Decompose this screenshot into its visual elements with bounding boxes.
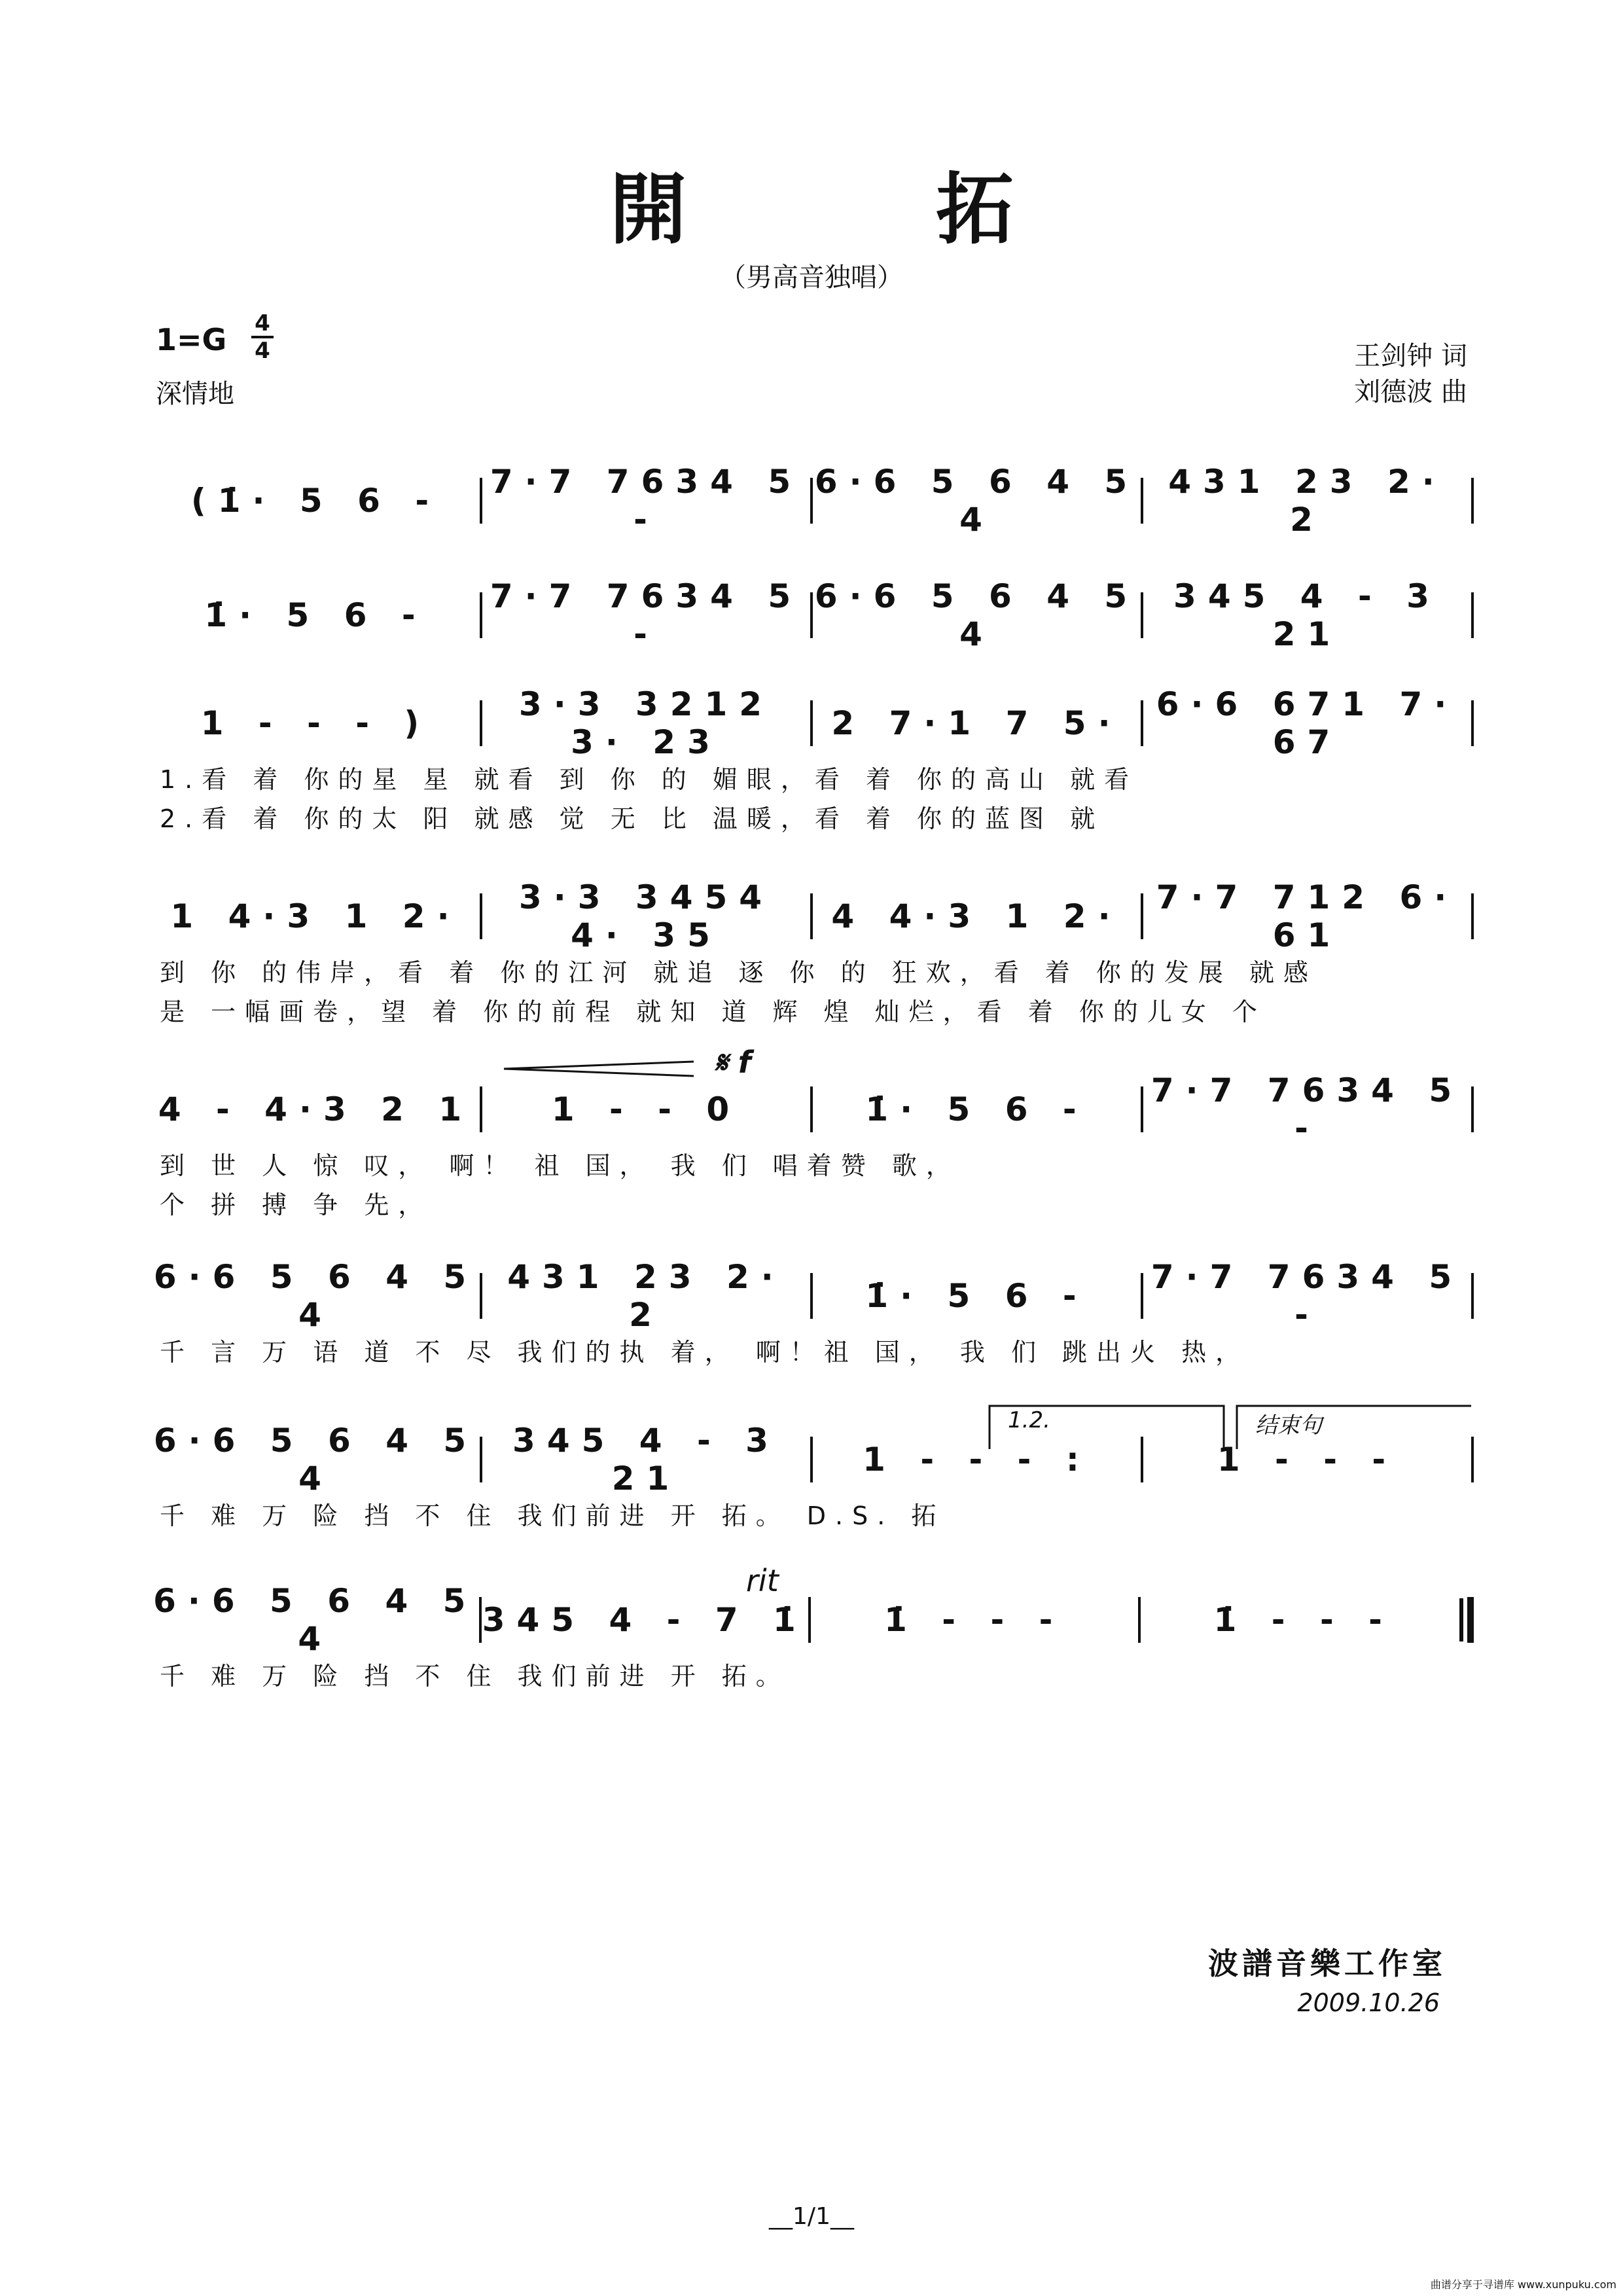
lyric-line: 千 言 万 语 道 不 尽 我们的执 着， 啊！祖 国， 我 们 跳出火 热， xyxy=(160,1338,1250,1367)
measure: 7·7 712 6· 61 xyxy=(1156,878,1459,954)
lyric-line: 到 你 的伟岸，看 着 你的江河 就追 逐 你 的 狂欢，看 着 你的发展 就感 xyxy=(160,958,1317,987)
lyric-line: 到 世 人 惊 叹， 啊！ 祖 国， 我 们 唱着赞 歌， xyxy=(160,1151,960,1180)
barline xyxy=(1471,893,1474,939)
barline xyxy=(1471,1273,1474,1319)
score-row xyxy=(152,685,1474,833)
measure-line xyxy=(152,685,1474,761)
measure: 7·7 7634 5 - xyxy=(490,577,803,653)
measure: 1̇· 5 6 - xyxy=(865,1277,1088,1315)
measure: 345 4 - 3 21 xyxy=(512,1422,780,1498)
measure: 3·3 3454 4· 35 xyxy=(518,878,774,954)
measure-line xyxy=(152,577,1474,653)
measure: 1 4·3 1 2· xyxy=(170,897,461,935)
crescendo-hairpin xyxy=(504,1059,700,1081)
score-row xyxy=(152,1582,1474,1691)
composer-credit: 刘德波 曲 xyxy=(1354,377,1467,407)
measure-line xyxy=(152,1582,1474,1658)
barline xyxy=(1467,1597,1474,1643)
barline xyxy=(1471,700,1474,746)
segno-forte-mark: 𝄋 f xyxy=(715,1045,751,1080)
studio-credit: 波譜音樂工作室 xyxy=(1208,1946,1446,1981)
measure: 431 23 2· 2 xyxy=(507,1258,785,1334)
measure: 6·6 5 6 4 5 4 xyxy=(814,463,1139,539)
volta-bracket xyxy=(988,1405,1472,1453)
measure-line xyxy=(152,878,1474,954)
measure: 431 23 2· 2 xyxy=(1168,463,1446,539)
measure: 1̇· 5 6 - xyxy=(204,596,427,634)
score-row xyxy=(152,577,1474,671)
measure: 345 4 - 7 1̇ xyxy=(482,1601,808,1639)
measure: 1 - - 0 xyxy=(551,1090,741,1128)
measure: 1̇ - - - xyxy=(884,1601,1065,1639)
measure-line xyxy=(152,1258,1474,1334)
lyric-line: 千 难 万 险 挡 不 住 我们前进 开 拓。 xyxy=(160,1662,790,1691)
measure: 1̇· 5 6 - xyxy=(865,1090,1088,1128)
score-row xyxy=(152,463,1474,556)
measure: 345 4 - 3 21 xyxy=(1173,577,1441,653)
measure: 2 7·1 7 5· xyxy=(831,704,1122,742)
time-signature-top: 4 xyxy=(255,310,270,336)
tempo-marking: 深情地 xyxy=(156,379,234,409)
ending-label: 结束句 xyxy=(1255,1412,1322,1439)
lyric-line: 1.看 着 你的星 星 就看 到 你 的 媚眼，看 着 你的高山 就看 xyxy=(160,765,1139,794)
score-row xyxy=(152,1071,1474,1219)
lyricist-credit: 王剑钟 词 xyxy=(1354,341,1467,371)
time-signature-bottom: 4 xyxy=(255,338,270,364)
measure: 1 - - - : xyxy=(863,1441,1091,1479)
measure: 6·6 5 6 4 5 4 xyxy=(153,1422,478,1498)
score-row xyxy=(152,878,1474,1026)
lyric-line: 个 拼 搏 争 先， xyxy=(160,1191,433,1219)
barline xyxy=(1471,1086,1474,1132)
measure: 3·3 3212 3· 23 xyxy=(518,685,774,761)
lyric-line: 千 难 万 险 挡 不 住 我们前进 开 拓。 D.S. 拓 xyxy=(160,1501,946,1530)
measure: 1̇ - - - xyxy=(1213,1601,1394,1639)
date-stamp: 2009.10.26 xyxy=(1297,1988,1440,2017)
measure: 7·7 7634 5 - xyxy=(1150,1258,1464,1334)
score-row xyxy=(152,1258,1474,1367)
measure: 7·7 7634 5 - xyxy=(1150,1071,1464,1147)
measure: 4 4·3 1 2· xyxy=(831,897,1122,935)
measure: 6·6 5 6 4 5 4 xyxy=(814,577,1139,653)
lyric-line: 2.看 着 你的太 阳 就感 觉 无 比 温暖，看 着 你的蓝图 就 xyxy=(160,804,1105,833)
barline xyxy=(1471,592,1474,638)
subtitle: （男高音独唱） xyxy=(720,262,903,293)
measure: (1̇· 5 6 - xyxy=(190,482,441,520)
measure: 6·6 671 7· 67 xyxy=(1156,685,1459,761)
measure: 4 - 4·3 2 1 xyxy=(158,1090,474,1128)
key-signature: 1=G xyxy=(156,322,227,357)
measure-line xyxy=(152,1071,1474,1147)
ritardando-mark: rit xyxy=(746,1563,779,1598)
measure: 6·6 5 6 4 5 4 xyxy=(153,1258,478,1334)
measure-line xyxy=(152,463,1474,539)
page-number: __1/1__ xyxy=(769,2203,854,2230)
volta-label: 1.2. xyxy=(1008,1407,1050,1433)
lyric-line: 是 一幅画卷，望 着 你的前程 就知 道 辉 煌 灿烂，看 着 你的儿女 个 xyxy=(160,997,1266,1026)
time-signature xyxy=(251,312,274,363)
measure: 1 - - - xyxy=(1217,1441,1398,1479)
measure: 1 - - - ) xyxy=(200,704,431,742)
barline xyxy=(1471,478,1474,524)
measure: 6·6 5 6 4 5 4 xyxy=(153,1582,478,1658)
page-title: 開 拓 xyxy=(609,164,1125,255)
measure: 7·7 7634 5 - xyxy=(490,463,803,539)
watermark: 曲谱分享于寻谱库 www.xunpuku.com xyxy=(1430,2278,1616,2291)
